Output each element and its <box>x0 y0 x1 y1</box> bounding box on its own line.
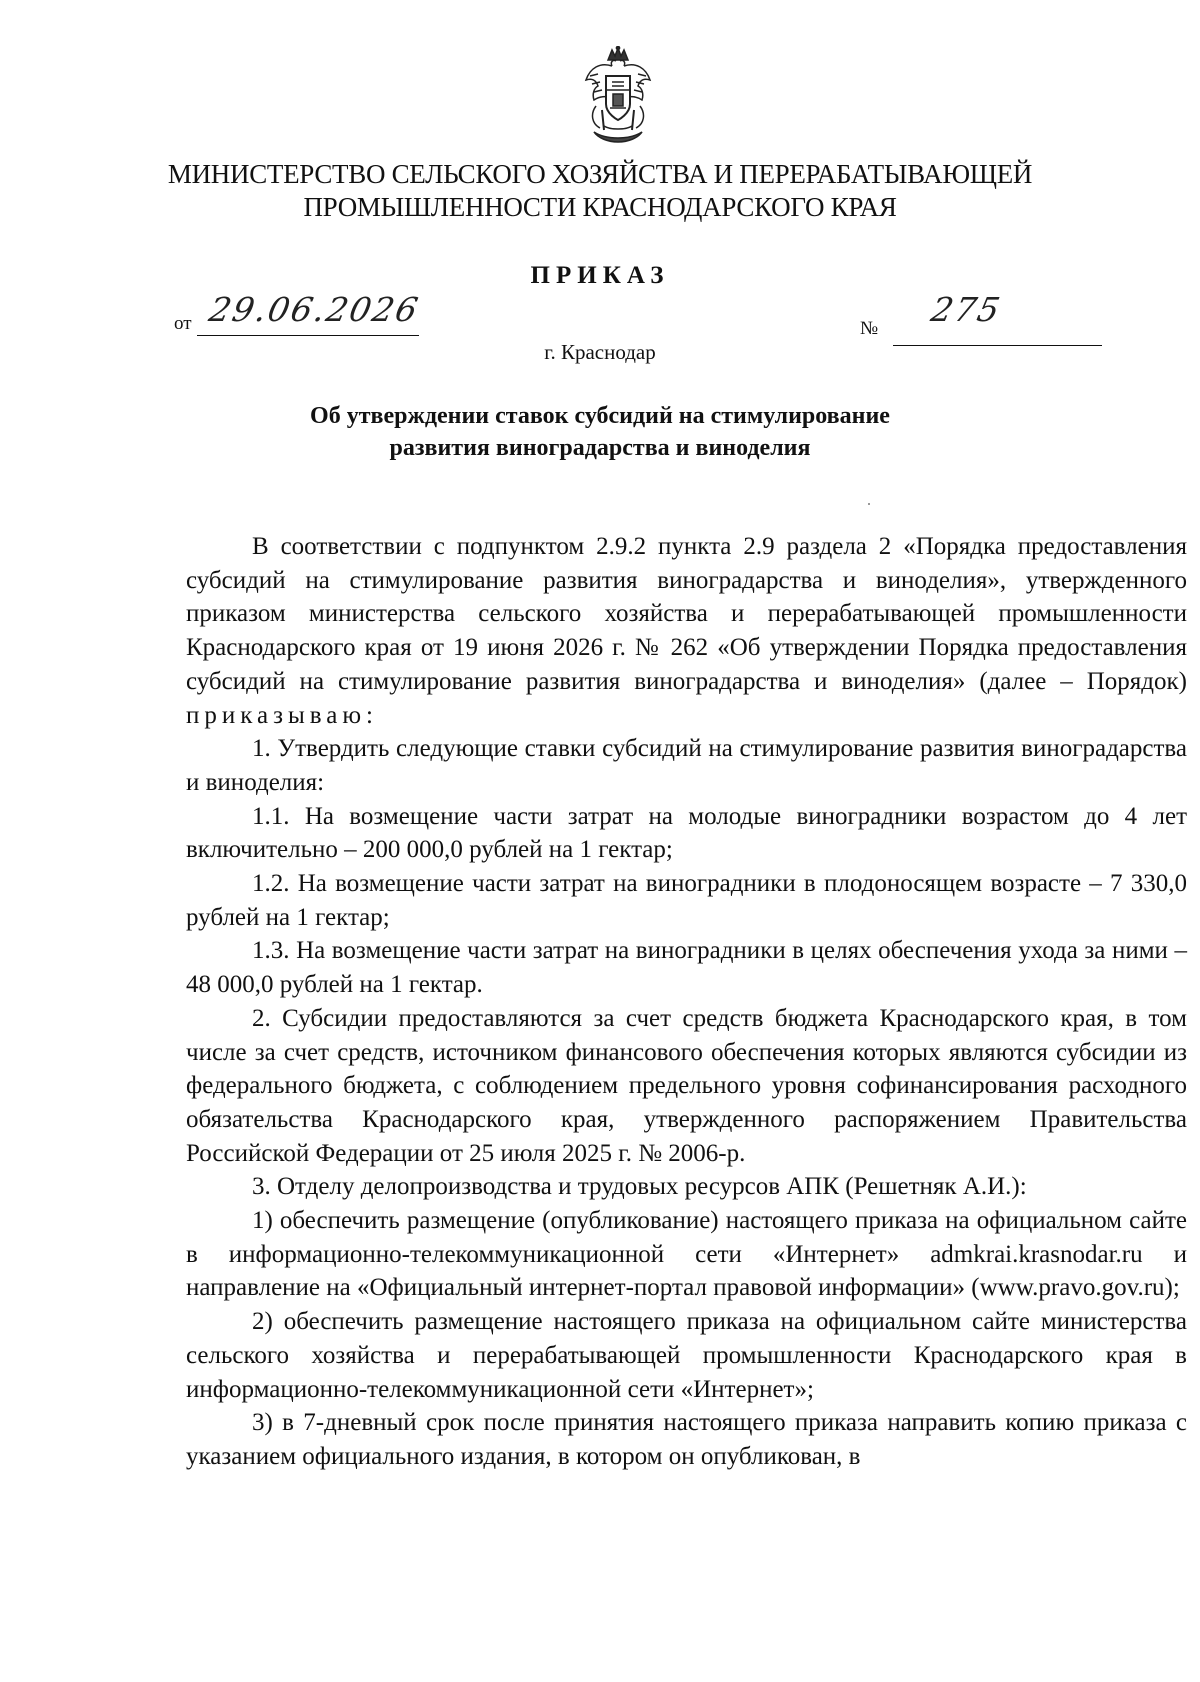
paragraph-3-3: 3) в 7-дневный срок после принятия настоящего приказа направить копию приказа с указанием официального издания, в котором он опубликован, в <box>186 1409 1187 1470</box>
order-word: приказываю: <box>186 701 378 729</box>
coat-of-arms-icon <box>582 46 654 146</box>
paragraph-2: 2. Субсидии предоставляются за счет средств бюджета Краснодарского края, в том числе за счет средств, источником финансового обеспечения которых являются субсидии из федерального бюджета, с соблюдением предельного уровня софинансирования расходного обязательства Краснодарского края, утвержденного распоряжением Правительства Российской Федерации от 25 июля 2025 г. № 2006-р. <box>186 1004 1187 1167</box>
paragraph-1-1: 1.1. На возмещение части затрат на молодые виноградники возрастом до 4 лет включительно – 200 000,0 рублей на 1 гектар; <box>186 802 1187 864</box>
number-label: № <box>860 318 879 339</box>
ministry-name-line2: ПРОМЫШЛЕННОСТИ КРАСНОДАРСКОГО КРАЯ <box>303 192 897 222</box>
intro-paragraph <box>186 530 1187 732</box>
date-label: от <box>174 313 192 334</box>
paragraph-1: 1. Утвердить следующие ставки субсидий на стимулирование развития виноградарства и виноделия: <box>186 735 1187 796</box>
document-body <box>186 530 1187 1474</box>
paragraph-3: 3. Отделу делопроизводства и трудовых ресурсов АПК (Решетняк А.И.): <box>252 1173 1027 1201</box>
intro-text: В соответствии с подпунктом 2.9.2 пункта 2.9 раздела 2 «Порядка предоставления субсидий на стимулирование развития виноградарства и виноделия», утвержденного приказом министерства сельского хозяйства и перерабатывающей промышленности Краснодарского края от 19 июня 2026 г. № 262 «Об утверждении Порядка предоставления субсидий на стимулирование развития виноградарства и виноделия» (далее – Порядок) <box>186 533 1187 695</box>
paragraph-3-1: 1) обеспечить размещение (опубликование) настоящего приказа на официальном сайте в информационно-телекоммуникационной сети «Интернет» admkrai.krasnodar.ru и направление на «Официальный интернет-портал правовой информации» (www.pravo.gov.ru); <box>186 1207 1187 1302</box>
paragraph-1-3: 1.3. На возмещение части затрат на виноградники в целях обеспечения ухода за ними – 48 000,0 рублей на 1 гектар. <box>186 937 1187 999</box>
city: г. Краснодар <box>544 340 656 364</box>
document-type: ПРИКАЗ <box>530 262 670 289</box>
ministry-name-line1: МИНИСТЕРСТВО СЕЛЬСКОГО ХОЗЯЙСТВА И ПЕРЕРАБАТЫВАЮЩЕЙ <box>167 159 1033 189</box>
number-handwritten: 275 <box>927 290 1006 329</box>
paragraph-3-2: 2) обеспечить размещение настоящего приказа на официальном сайте министерства сельского хозяйства и перерабатывающей промышленности Краснодарского края в информационно-телекоммуникационной сети «Интернет»; <box>186 1308 1187 1403</box>
paragraph-1-2: 1.2. На возмещение части затрат на виноградники в плодоносящем возрасте – 7 330,0 рублей на 1 гектар; <box>186 870 1187 931</box>
date-handwritten: 29.06.2026 <box>205 290 424 329</box>
scan-speck <box>868 503 870 505</box>
date-underline <box>197 335 419 336</box>
document-title-line1: Об утверждении ставок субсидий на стимулирование <box>310 403 890 429</box>
document-title-line2: развития виноградарства и виноделия <box>389 435 811 461</box>
